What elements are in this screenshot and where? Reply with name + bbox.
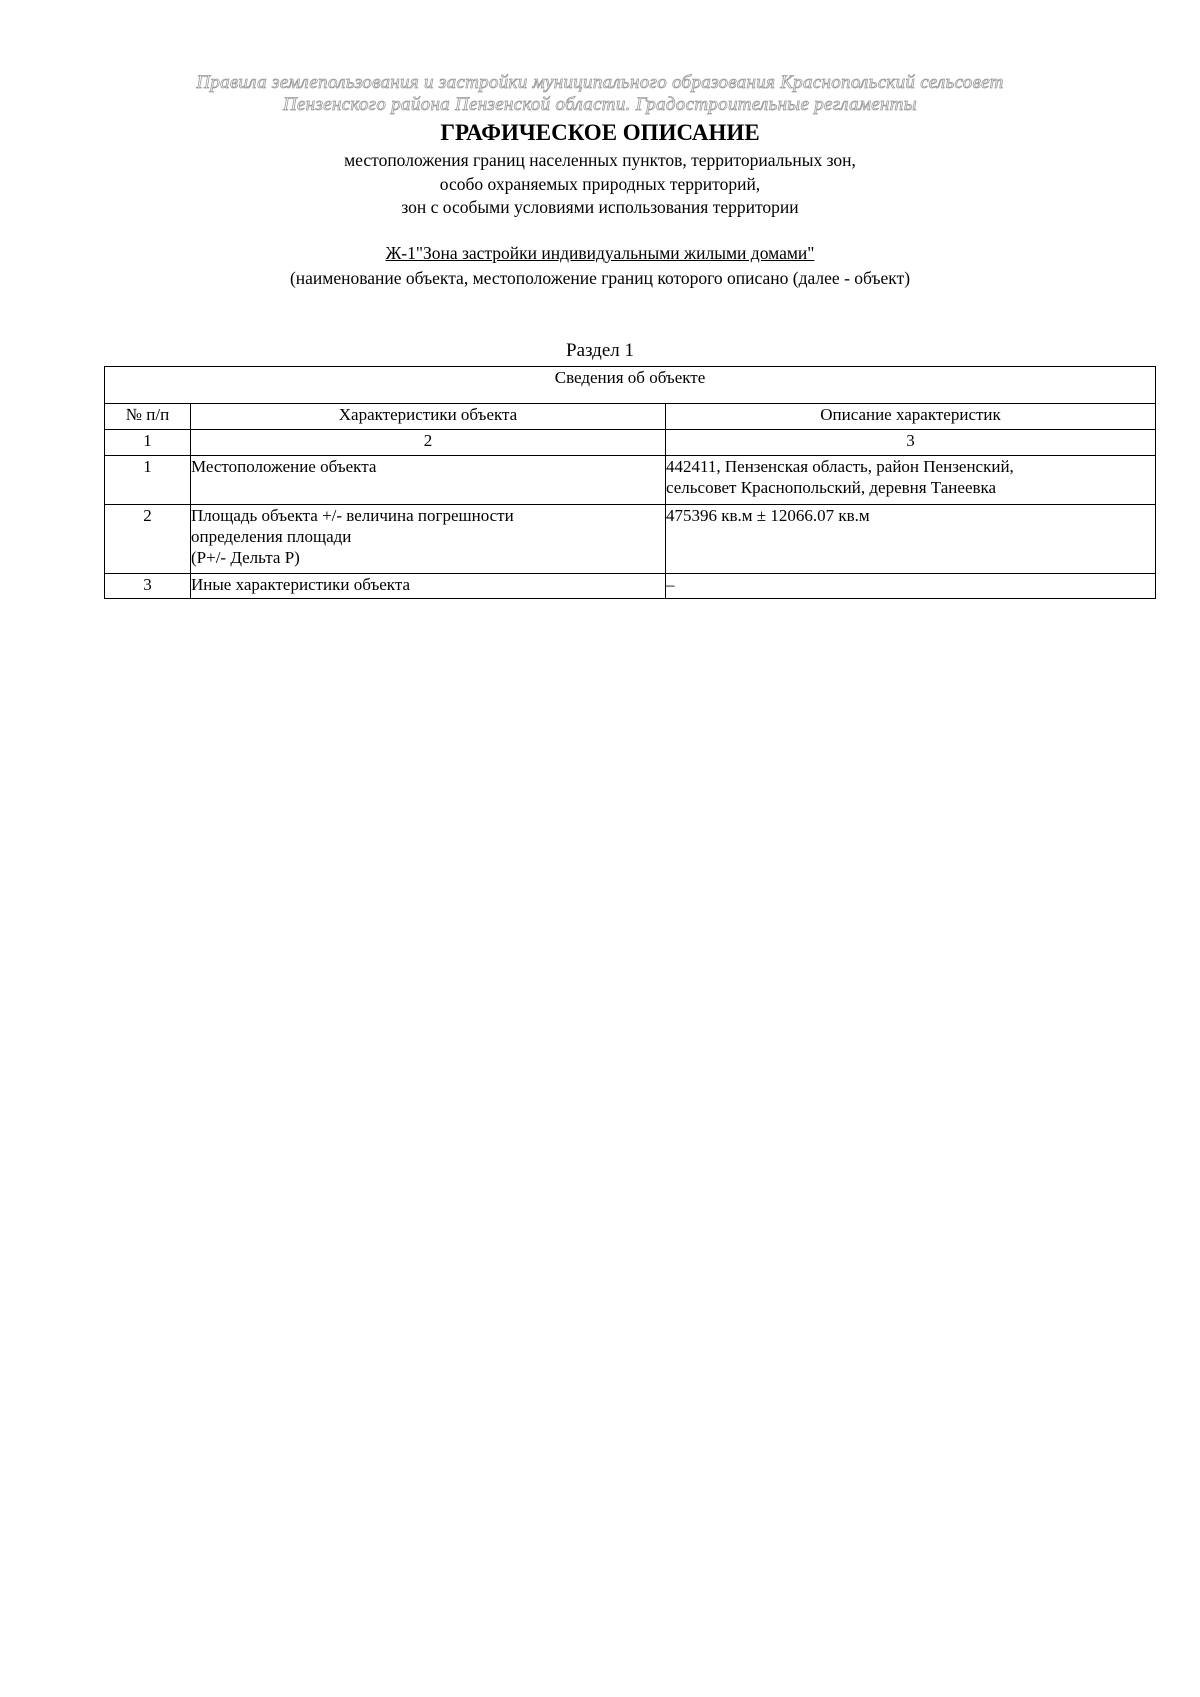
table-header-row: [105, 404, 1156, 430]
row-description: [666, 505, 1156, 574]
row-description: [666, 456, 1156, 505]
description-line: 442411, Пензенская область, район Пензенский,: [666, 457, 1014, 476]
object-name-caption: (наименование объекта, местоположение границ которого описано (далее - объект): [289, 268, 911, 288]
characteristic-line: определения площади: [191, 527, 352, 546]
table-caption: Сведения об объекте: [105, 367, 1156, 404]
column-number: 2: [191, 430, 666, 456]
subtitle-line-3: зон с особыми условиями использования территории: [401, 197, 799, 217]
subtitle-line-2: особо охраняемых природных территорий,: [439, 173, 761, 194]
header-watermark: [0, 72, 1200, 116]
row-characteristic: [191, 456, 666, 505]
characteristic-line: (P+/- Дельта P): [191, 548, 300, 567]
description-line: –: [666, 575, 675, 594]
watermark-line-1: Правила землепользования и застройки муниципального образования Краснопольский сельсовет: [196, 72, 1004, 93]
column-number-row: [105, 430, 1156, 456]
table-row: [105, 505, 1156, 574]
subtitle-line-1: местоположения границ населенных пунктов, территориальных зон,: [344, 150, 856, 170]
object-name-text: Ж-1"Зона застройки индивидуальными жилыми домами": [385, 243, 815, 263]
description-line: сельсовет Краснопольский, деревня Танеевка: [666, 478, 997, 497]
section-title: Раздел 1: [566, 340, 634, 361]
object-info-table: [104, 366, 1156, 599]
header-number: № п/п: [105, 404, 191, 430]
row-number: 1: [105, 456, 191, 505]
characteristic-line: Иные характеристики объекта: [191, 575, 411, 594]
row-characteristic: [191, 505, 666, 574]
table-row: [105, 574, 1156, 599]
characteristic-line: Площадь объекта +/- величина погрешности: [191, 506, 514, 525]
row-number: 3: [105, 574, 191, 599]
object-name: [0, 242, 1200, 264]
characteristic-line: Местоположение объекта: [191, 457, 377, 476]
description-line: 475396 кв.м ± 12066.07 кв.м: [666, 506, 870, 525]
column-number: 1: [105, 430, 191, 456]
row-number: 2: [105, 505, 191, 574]
table-row: [105, 456, 1156, 505]
watermark-line-2: Пензенского района Пензенской области. Градостроительные регламенты: [283, 94, 917, 115]
row-description: [666, 574, 1156, 599]
document-subtitle: [0, 149, 1200, 220]
table-caption-row: [105, 367, 1156, 404]
row-characteristic: [191, 574, 666, 599]
column-number: 3: [666, 430, 1156, 456]
header-characteristic: Характеристики объекта: [191, 404, 666, 430]
document-title: ГРАФИЧЕСКОЕ ОПИСАНИЕ: [440, 120, 760, 145]
header-description: Описание характеристик: [666, 404, 1156, 430]
